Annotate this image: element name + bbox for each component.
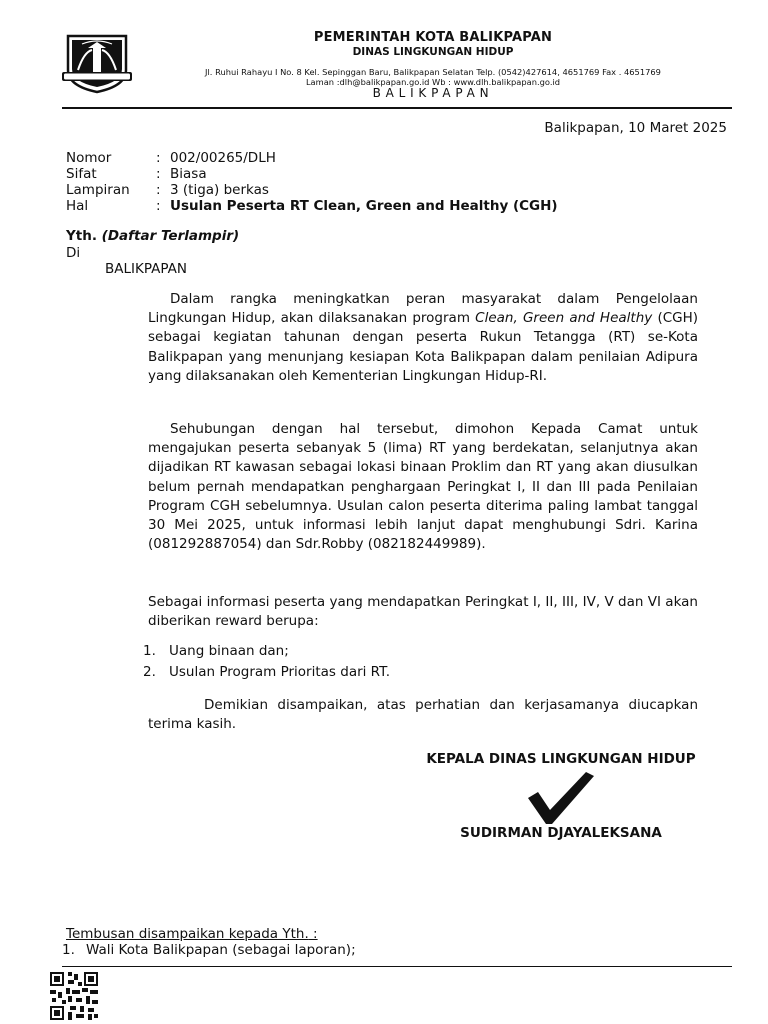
meta-value: 002/00265/DLH: [170, 150, 276, 166]
letter-meta: [66, 150, 558, 214]
meta-row-hal: [66, 198, 558, 214]
list-item: [62, 942, 356, 958]
city-emblem: [62, 30, 132, 94]
letter-date: Balikpapan, 10 Maret 2025: [544, 120, 727, 136]
list-item: [143, 641, 390, 662]
body-paragraph-1: [148, 290, 698, 386]
list-text: Usulan Program Prioritas dari RT.: [169, 664, 391, 680]
qr-code-icon: [50, 972, 98, 1020]
meta-label: Nomor: [66, 150, 112, 166]
meta-label: Hal: [66, 198, 89, 214]
meta-label: Lampiran: [66, 182, 130, 198]
signatory-title: KEPALA DINAS LINGKUNGAN HIDUP: [426, 751, 696, 767]
letterhead-divider: [62, 107, 732, 109]
checkmark-icon: [524, 768, 596, 826]
list-number: 2.: [143, 664, 156, 680]
address-line: Jl. Ruhui Rahayu I No. 8 Kel. Sepinggan Baru, Balikpapan Selatan Telp. (0542)427614, 4651769 Fax . 4651769: [205, 67, 661, 77]
meta-value-subject: Usulan Peserta RT Clean, Green and Healthy (CGH): [170, 198, 558, 214]
body-paragraph-2: [148, 420, 698, 554]
list-number: 1.: [62, 942, 75, 958]
meta-value: Biasa: [170, 166, 207, 182]
cc-heading: [66, 926, 318, 942]
letterhead-city: BALIKPAPAN: [372, 86, 494, 100]
closing-text: Demikian disampaikan, atas perhatian dan kerjasamanya diucapkan terima kasih.: [148, 697, 698, 733]
meta-colon: :: [156, 150, 161, 166]
meta-row-lampiran: [66, 182, 558, 198]
p1-program-name: Clean, Green and Healthy: [475, 310, 653, 327]
p1-text-b: (CGH) sebagai kegiatan tahunan dengan peserta Rukun Tetangga (RT) se-Kota Balikpapan yang menunjang kesiapan Kota Balikpapan dalam penilaian Adipura yang dilaksanakan oleh Kementerian Lingkungan Hidup-RI.: [148, 310, 699, 384]
footer-divider: [62, 966, 732, 967]
list-text: Uang binaan dan;: [169, 643, 289, 659]
cc-heading-suffix: :: [308, 926, 318, 942]
meta-colon: :: [156, 166, 161, 182]
meta-colon: :: [156, 198, 161, 214]
closing-paragraph: [148, 696, 698, 734]
meta-label: Sifat: [66, 166, 97, 182]
body-paragraph-3: Sebagai informasi peserta yang mendapatkan Peringkat I, II, III, IV, V dan VI akan diberikan reward berupa:: [148, 594, 698, 630]
recipient-place: BALIKPAPAN: [105, 261, 187, 277]
reward-list: [143, 641, 390, 683]
cc-heading-text: Tembusan disampaikan kepada Yth.: [66, 926, 309, 942]
agency-name: DINAS LINGKUNGAN HIDUP: [352, 46, 514, 58]
meta-value: 3 (tiga) berkas: [170, 182, 269, 198]
list-number: 1.: [143, 643, 156, 659]
p1-text-a: Dalam rangka meningkatkan peran masyarakat dalam Pengelolaan Lingkungan Hidup, akan dilaksanakan program: [148, 291, 698, 327]
agency-address: [150, 67, 716, 87]
meta-colon: :: [156, 182, 161, 198]
government-name: PEMERINTAH KOTA BALIKPAPAN: [313, 30, 553, 45]
signatory-name: SUDIRMAN DJAYALEKSANA: [460, 825, 662, 841]
list-text: Wali Kota Balikpapan (sebagai laporan);: [86, 942, 356, 958]
recipient-name: (Daftar Terlampir): [101, 228, 240, 244]
yth-label: Yth.: [66, 228, 97, 244]
list-item: [143, 662, 390, 683]
meta-row-nomor: [66, 150, 558, 166]
contact-line: Laman :dlh@balikpapan.go.id Wb : www.dlh.balikpapan.go.id: [305, 77, 561, 87]
recipient-line: [66, 228, 239, 244]
cc-list: [62, 942, 356, 958]
p2-text: Sehubungan dengan hal tersebut, dimohon Kepada Camat untuk mengajukan peserta sebanyak 5 (lima) RT yang berdekatan, selanjutnya akan dijadikan RT kawasan sebagai lokasi binaan Proklim dan RT yang akan diusulkan belum pernah mendapatkan penghargaan Peringkat I, II dan III pada Penilaian Program CGH sebelumnya. Usulan calon peserta diterima paling lambat tanggal 30 Mei 2025, untuk informasi lebih lanjut dapat menghubungi Sdri. Karina (081292887054) dan Sdr.Robby (082182449989).: [148, 421, 698, 553]
recipient-di: Di: [66, 245, 81, 261]
meta-row-sifat: [66, 166, 558, 182]
